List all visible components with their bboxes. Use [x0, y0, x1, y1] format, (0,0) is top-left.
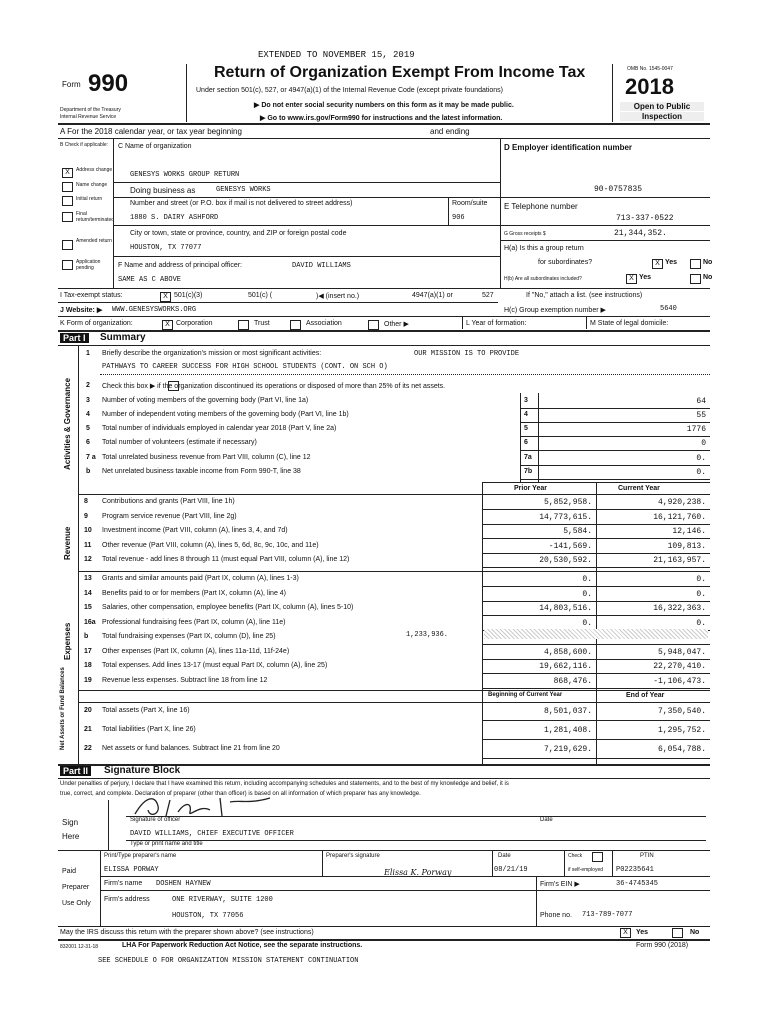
form-number: 990: [88, 70, 129, 97]
fin-current-value: -1,106,473.: [653, 677, 706, 686]
fin-current-value: 5,948,047.: [657, 648, 706, 657]
final-return-checkbox[interactable]: [62, 212, 73, 222]
side-revenue: Revenue: [63, 526, 72, 560]
fin-prior-value: 0.: [582, 619, 592, 628]
fin-line-text: Other expenses (Part IX, column (A), lines 11a-11d, 11f-24e): [102, 648, 290, 655]
dba-value: GENESYS WORKS: [216, 186, 271, 194]
hb-note: If "No," attach a list. (see instructions): [526, 292, 643, 299]
phone-label: Phone no.: [540, 912, 572, 919]
self-employed-checkbox[interactable]: [592, 852, 603, 862]
fin-prior-value: 868,476.: [553, 677, 592, 686]
gov-line-text: Total number of volunteers (estimate if necessary): [102, 439, 257, 446]
net-current-value: 1,295,752.: [657, 726, 706, 735]
city-label: City or town, state or province, country, and ZIP or foreign postal code: [130, 230, 347, 237]
gov-line-num: 7 a: [86, 454, 96, 461]
current-year-header: Current Year: [618, 485, 660, 492]
ha-no-label: No: [703, 259, 713, 266]
if-self-label: if self-employed: [568, 867, 604, 873]
line2-text: Check this box ▶ if the organization discontinued its operations or disposed of more than 25% of its net assets.: [102, 383, 446, 390]
net-current-value: 6,054,788.: [657, 745, 706, 754]
gov-line-value: 0.: [696, 468, 706, 477]
ha-no-checkbox[interactable]: [690, 259, 701, 269]
trust-checkbox[interactable]: [238, 320, 249, 330]
discuss-yes-label: Yes: [636, 929, 649, 936]
gov-line-num: 4: [86, 411, 90, 418]
firm-addr1: ONE RIVERWAY, SUITE 1200: [172, 896, 273, 904]
fin-current-value: 4,920,238.: [657, 498, 706, 507]
hb-no-checkbox[interactable]: [690, 274, 701, 284]
i-label: I Tax-exempt status:: [60, 292, 123, 299]
gov-line-value: 55: [696, 411, 706, 420]
fin-line-text: Total fundraising expenses (Part IX, column (D), line 25): [102, 633, 276, 640]
fin-current-value: 16,322,363.: [653, 604, 706, 613]
b-item-name: Name change: [76, 182, 108, 188]
fin-line-num: 10: [84, 527, 92, 534]
officer-address: SAME AS C ABOVE: [118, 276, 182, 284]
line16b-value: 1,233,936.: [406, 631, 449, 639]
form-title: Return of Organization Exempt From Income Tax: [214, 64, 586, 81]
association-checkbox[interactable]: [290, 320, 301, 330]
extension-note: EXTENDED TO NOVEMBER 15, 2019: [258, 50, 415, 60]
m-label: M State of legal domicile:: [590, 320, 669, 327]
fin-line-num: 9: [84, 513, 88, 520]
fin-prior-value: -141,569.: [548, 542, 592, 551]
prep-signature: Elissa K. Porway: [384, 868, 452, 877]
hb-yes-label: Yes: [639, 274, 652, 281]
k-trust: Trust: [254, 320, 270, 327]
fin-line-text: Salaries, other compensation, employee benefits (Part IX, column (A), lines 5-10): [102, 604, 354, 611]
and-ending: and ending: [430, 127, 470, 136]
gov-line-num: 5: [86, 425, 90, 432]
amended-return-checkbox[interactable]: [62, 240, 73, 250]
gov-line-num: 6: [86, 439, 90, 446]
sig-label: Signature of officer: [130, 817, 181, 823]
fin-prior-value: 4,858,600.: [543, 648, 592, 657]
hc-value: 5640: [660, 305, 677, 313]
firm-name: DOSHEN HAYNEW: [156, 880, 211, 888]
fin-line-num: 11: [84, 542, 92, 549]
ha-label: H(a) Is this a group return: [504, 245, 584, 252]
discuss-no-checkbox[interactable]: [672, 928, 683, 938]
paid-label: Paid: [62, 868, 77, 875]
firm-addr2: HOUSTON, TX 77056: [172, 912, 244, 920]
open-public: Open to Public: [620, 102, 704, 111]
footer-code: 832001 12-31-18: [60, 944, 99, 950]
gov-line-box: 7b: [524, 468, 533, 475]
ein-value: 90-0757835: [594, 185, 643, 194]
fin-line-text: Total expenses. Add lines 13-17 (must equal Part IX, column (A), line 25): [102, 662, 328, 669]
street-value: 1880 S. DAIRY ASHFORD: [130, 214, 219, 222]
perjury-text2: true, correct, and complete. Declaration of preparer (other than officer) is based on all information of which preparer has any knowledge.: [60, 791, 421, 797]
room-label: Room/suite: [452, 200, 488, 207]
fin-line-num: 15: [84, 604, 92, 611]
fin-line-text: Program service revenue (Part VIII, line 2g): [102, 513, 237, 520]
i-4947: 4947(a)(1) or: [412, 292, 453, 299]
discuss-no-label: No: [690, 929, 700, 936]
gov-line-box: 3: [524, 397, 528, 404]
net-current-value: 7,350,540.: [657, 707, 706, 716]
fin-line-text: Revenue less expenses. Subtract line 18 from line 12: [102, 677, 268, 684]
hc-label: H(c) Group exemption number ▶: [504, 307, 606, 314]
corporation-checkbox[interactable]: X: [162, 320, 173, 330]
inspection: Inspection: [620, 112, 704, 121]
other-checkbox[interactable]: [368, 320, 379, 330]
gov-line-text: Number of independent voting members of the governing body (Part VI, line 1b): [102, 411, 349, 418]
dept-treasury: Department of the Treasury: [60, 107, 121, 113]
fin-current-value: 109,813.: [667, 542, 706, 551]
gov-line-value: 0: [701, 439, 706, 448]
net-prior-value: 1,281,408.: [543, 726, 592, 735]
line2-num: 2: [86, 382, 90, 389]
gov-line-box: 7a: [524, 454, 532, 461]
discuss-yes-checkbox[interactable]: X: [620, 928, 631, 938]
fin-current-value: 0.: [696, 619, 706, 628]
dba-label: Doing business as: [130, 186, 196, 195]
fin-prior-value: 5,584.: [563, 527, 592, 536]
g-label: G Gross receipts $: [504, 231, 546, 237]
ptin-value: P02235641: [616, 866, 654, 874]
name-change-checkbox[interactable]: [62, 182, 73, 192]
net-line-text: Net assets or fund balances. Subtract line 21 from line 20: [102, 745, 280, 752]
fin-line-num: 8: [84, 498, 88, 505]
line1-num: 1: [86, 350, 90, 357]
part2-label: Part II: [60, 766, 91, 776]
line1-value: OUR MISSION IS TO PROVIDE: [414, 350, 520, 358]
officer-label: F Name and address of principal officer:: [118, 262, 242, 269]
irs-label: Internal Revenue Service: [60, 114, 117, 120]
fin-prior-value: 0.: [582, 590, 592, 599]
firm-ein-label: Firm's EIN ▶: [540, 881, 580, 888]
fin-current-value: 12,146.: [672, 527, 706, 536]
gov-line-text: Net unrelated business taxable income from Form 990-T, line 38: [102, 468, 301, 475]
officer-name: DAVID WILLIAMS: [292, 262, 351, 270]
fin-prior-value: 5,852,958.: [543, 498, 592, 507]
part1-label: Part I: [60, 333, 89, 343]
ha-sub: for subordinates?: [538, 259, 593, 266]
prep-date-label: Date: [498, 853, 511, 859]
hb-label: H(b) Are all subordinates included?: [504, 276, 582, 282]
hb-no-label: No: [703, 274, 713, 281]
side-expenses: Expenses: [63, 622, 72, 660]
gov-line-num: b: [86, 468, 91, 475]
fin-prior-value: 14,803,516.: [539, 604, 592, 613]
fin-line-text: Professional fundraising fees (Part IX, column (A), line 11e): [102, 619, 286, 626]
see-schedule-o: SEE SCHEDULE O FOR ORGANIZATION MISSION STATEMENT CONTINUATION: [98, 957, 359, 965]
net-prior-value: 7,219,629.: [543, 745, 592, 754]
shaded-16b: [484, 629, 708, 639]
prep-sig-label: Preparer's signature: [326, 853, 380, 859]
discuss-text: May the IRS discuss this return with the preparer shown above? (see instructions): [60, 929, 314, 936]
fin-current-value: 22,270,410.: [653, 662, 706, 671]
d-label: D Employer identification number: [504, 143, 633, 152]
b-item-final: Final return/terminated: [76, 211, 115, 223]
prior-year-header: Prior Year: [514, 485, 547, 492]
fin-line-num: 19: [84, 677, 92, 684]
boy-header: Beginning of Current Year: [488, 692, 563, 698]
lha-notice: LHA For Paperwork Reduction Act Notice, see the separate instructions.: [122, 942, 363, 949]
net-line-num: 20: [84, 707, 92, 714]
c-label: C Name of organization: [118, 143, 192, 150]
room-value: 906: [452, 214, 465, 222]
fin-prior-value: 20,530,592.: [539, 556, 592, 565]
l-label: L Year of formation:: [466, 320, 527, 327]
i-501c3: 501(c)(3): [174, 292, 203, 299]
firm-phone: 713-789-7077: [582, 911, 633, 919]
fin-line-num: 18: [84, 662, 92, 669]
gov-line-value: 1776: [686, 425, 706, 434]
b-item-address: Address change: [76, 167, 113, 173]
net-line-num: 21: [84, 726, 92, 733]
fin-current-value: 0.: [696, 590, 706, 599]
i-501c: 501(c) (: [248, 292, 273, 299]
under-section: Under section 501(c), 527, or 4947(a)(1) of the Internal Revenue Code (except private foundations): [196, 87, 504, 94]
address-change-checkbox[interactable]: X: [62, 168, 73, 178]
perjury-text: Under penalties of perjury, I declare that I have examined this return, including accompanying schedules and statements, and to the best of my knowledge and belief, it is: [60, 781, 509, 787]
k-corp: Corporation: [176, 320, 213, 327]
firm-addr-label: Firm's address: [104, 896, 150, 903]
net-line-num: 22: [84, 745, 92, 752]
part1-title: Summary: [100, 332, 146, 343]
b-item-initial: Initial return: [76, 196, 103, 202]
gross-receipts: 21,344,352.: [614, 229, 667, 238]
fin-prior-value: 14,773,615.: [539, 513, 592, 522]
fin-line-text: Contributions and grants (Part VIII, line 1h): [102, 498, 235, 505]
fin-current-value: 16,121,760.: [653, 513, 706, 522]
eoy-header: End of Year: [626, 692, 665, 699]
i-527: 527: [482, 292, 494, 299]
ptin-label: PTIN: [640, 853, 654, 859]
b-item-amended: Amended return: [76, 238, 112, 244]
gov-line-num: 3: [86, 397, 90, 404]
fin-line-num: 14: [84, 590, 92, 597]
part2-title: Signature Block: [104, 765, 181, 776]
net-line-text: Total liabilities (Part X, line 26): [102, 726, 196, 733]
tax-year: 2018: [625, 74, 674, 99]
fin-prior-value: 19,662,116.: [539, 662, 592, 671]
omb-number: OMB No. 1545-0047: [627, 66, 673, 72]
check-if-applicable: B Check if applicable:: [60, 142, 109, 148]
fin-current-value: 0.: [696, 575, 706, 584]
firm-name-label: Firm's name: [104, 880, 143, 887]
phone-value: 713-337-0522: [616, 214, 674, 223]
prep-name: ELISSA PORWAY: [104, 866, 159, 874]
net-prior-value: 8,501,037.: [543, 707, 592, 716]
form-label: Form: [62, 80, 81, 89]
side-net-assets: Net Assets or Fund Balances: [60, 667, 66, 750]
application-pending-checkbox[interactable]: [62, 260, 73, 270]
501c3-checkbox[interactable]: X: [160, 292, 171, 302]
gov-line-box: 5: [524, 425, 528, 432]
line1-text: Briefly describe the organization's mission or most significant activities:: [102, 350, 322, 357]
k-assoc: Association: [306, 320, 342, 327]
fin-line-text: Total revenue - add lines 8 through 11 (must equal Part VIII, column (A), line 12): [102, 556, 350, 563]
officer-name-title: DAVID WILLIAMS, CHIEF EXECUTIVE OFFICER: [130, 830, 294, 838]
org-name: GENESYS WORKS GROUP RETURN: [130, 171, 240, 179]
use-only-label: Use Only: [62, 900, 91, 907]
gov-line-value: 0.: [696, 454, 706, 463]
gov-line-text: Total unrelated business revenue from Part VIII, column (C), line 12: [102, 454, 311, 461]
preparer-label: Preparer: [62, 884, 90, 891]
fin-current-value: 21,163,957.: [653, 556, 706, 565]
gov-line-box: 6: [524, 439, 528, 446]
street-label: Number and street (or P.O. box if mail is not delivered to street address): [130, 200, 353, 207]
side-activities: Activities & Governance: [63, 377, 72, 470]
firm-ein: 36-4745345: [616, 880, 659, 888]
discontinued-checkbox[interactable]: [168, 381, 179, 391]
fin-line-text: Grants and similar amounts paid (Part IX, column (A), lines 1-3): [102, 575, 299, 582]
gov-line-text: Number of voting members of the governing body (Part VI, line 1a): [102, 397, 309, 404]
fin-line-text: Benefits paid to or for members (Part IX, column (A), line 4): [102, 590, 287, 597]
j-label: J Website: ▶: [60, 307, 103, 314]
line1-value2: PATHWAYS TO CAREER SUCCESS FOR HIGH SCHOOL STUDENTS (CONT. ON SCH O): [102, 363, 388, 371]
fin-line-num: 12: [84, 556, 92, 563]
gov-line-text: Total number of individuals employed in calendar year 2018 (Part V, line 2a): [102, 425, 337, 432]
fin-line-num: 17: [84, 648, 92, 655]
i-insert: )◀ (insert no.): [316, 293, 360, 300]
prep-date: 08/21/19: [494, 866, 528, 874]
fin-prior-value: 0.: [582, 575, 592, 584]
fin-line-text: Other revenue (Part VIII, column (A), lines 5, 6d, 8c, 9c, 10c, and 11e): [102, 542, 319, 549]
no-ssn-warning: ▶ Do not enter social security numbers on this form as it may be made public.: [254, 102, 514, 109]
e-label: E Telephone number: [504, 202, 578, 211]
k-label: K Form of organization:: [60, 320, 133, 327]
gov-line-value: 64: [696, 397, 706, 406]
line-a: A For the 2018 calendar year, or tax year beginning: [60, 127, 242, 136]
prep-name-label: Print/Type preparer's name: [104, 853, 177, 859]
goto-instructions: ▶ Go to www.irs.gov/Form990 for instructions and the latest information.: [260, 115, 503, 122]
hb-yes-checkbox[interactable]: X: [626, 274, 637, 284]
check-label: Check: [568, 853, 583, 859]
initial-return-checkbox[interactable]: [62, 196, 73, 206]
k-other: Other ▶: [384, 321, 409, 328]
website-value[interactable]: WWW.GENESYSWORKS.ORG: [112, 306, 197, 314]
here-label: Here: [62, 832, 80, 841]
fin-line-num: 13: [84, 575, 92, 582]
fin-line-text: Investment income (Part VIII, column (A), lines 3, 4, and 7d): [102, 527, 288, 534]
ha-yes-checkbox[interactable]: X: [652, 259, 663, 269]
net-line-text: Total assets (Part X, line 16): [102, 707, 190, 714]
fin-line-num: 16a: [84, 619, 96, 626]
b-item-pending: Application pending: [76, 259, 101, 271]
sign-label: Sign: [62, 818, 79, 827]
ha-yes-label: Yes: [665, 259, 678, 266]
fin-line-num: b: [84, 633, 89, 640]
gov-line-box: 4: [524, 411, 528, 418]
type-label: Type or print name and title: [130, 841, 203, 847]
footer-form: Form 990 (2018): [636, 942, 689, 949]
date-label: Date: [540, 817, 553, 823]
city-value: HOUSTON, TX 77077: [130, 244, 202, 252]
